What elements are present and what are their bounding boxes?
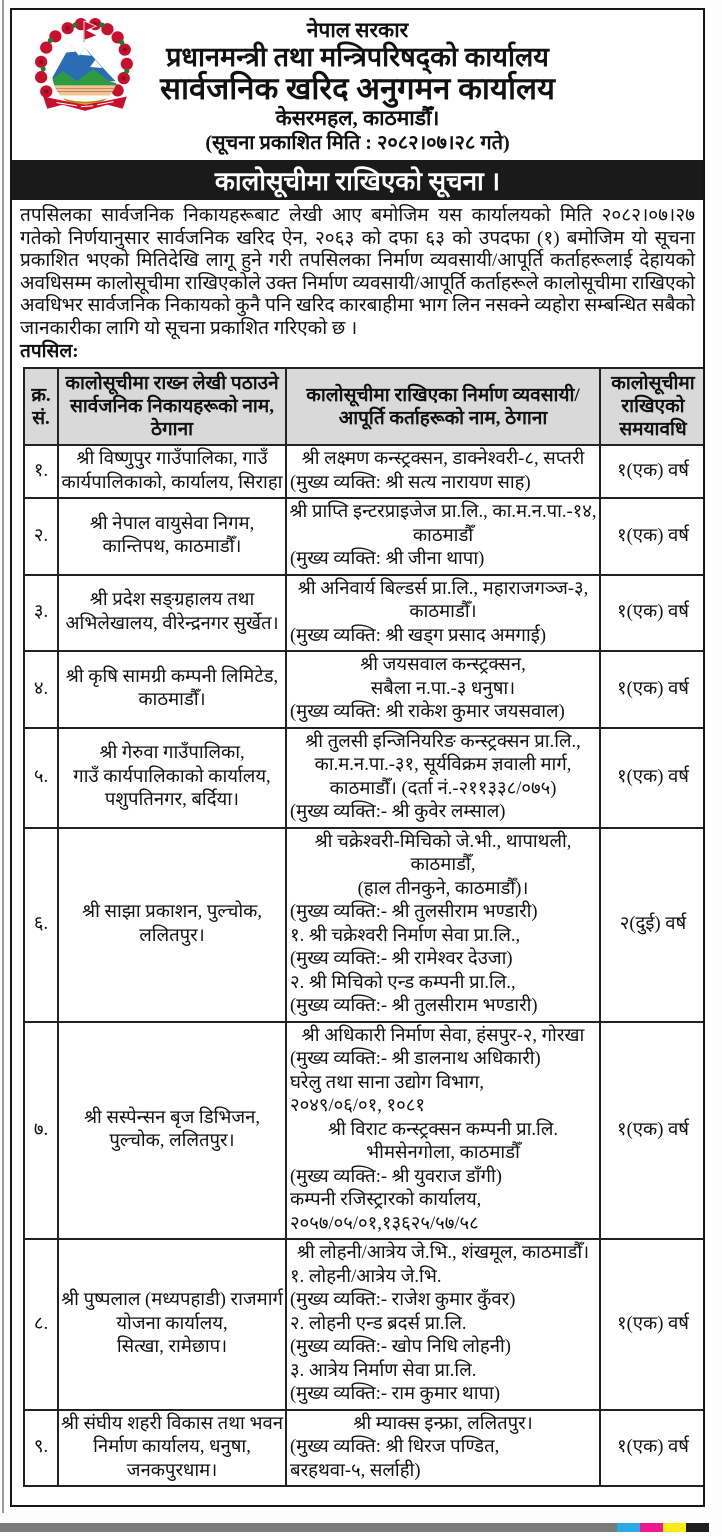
- duration-cell: १(एक) वर्ष: [600, 498, 705, 575]
- agency-cell: [58, 445, 286, 498]
- duration-cell: १(एक) वर्ष: [600, 651, 705, 728]
- cyan-swatch: [617, 1523, 640, 1532]
- contractor-line: श्री विराट कन्स्ट्रक्सन कम्पनी प्रा.लि.: [327, 1119, 558, 1140]
- duration-cell: १(एक) वर्ष: [600, 728, 705, 828]
- contractor-line: (मुख्य व्यक्ति:- राम कुमार थापा): [290, 1384, 501, 1404]
- agency-line: पुल्चोक, ललितपुर।: [109, 1131, 235, 1152]
- serial-number: ४.: [24, 651, 58, 728]
- duration-cell: २(दुई) वर्ष: [600, 828, 705, 1022]
- duration-cell: १(एक) वर्ष: [600, 575, 705, 652]
- agency-line: पशुपतिनगर, बर्दिया।: [104, 790, 240, 811]
- blacklist-table: [23, 367, 705, 1487]
- contractor-cell: [286, 651, 600, 728]
- cmyk-swatches: [617, 1523, 709, 1532]
- agency-cell: [58, 575, 286, 652]
- contractor-line: २. लोहनी एन्ड ब्रदर्स प्रा.लि.: [290, 1313, 467, 1334]
- column-header: क्र. सं.: [24, 368, 58, 445]
- agency-line: योजना कार्यालय,: [116, 1313, 228, 1334]
- contractor-cell: [286, 498, 600, 575]
- publish-date: (सूचना प्रकाशित मिति : २०८२।०७।२८ गते): [205, 132, 510, 154]
- contractor-cell: [286, 1022, 600, 1240]
- contractor-line: श्री अनिवार्य बिल्डर्स प्रा.लि., महाराजगञ्ज-३,: [297, 578, 589, 599]
- contractor-cell: [286, 1410, 600, 1487]
- contractor-line: (मुख्य व्यक्ति:- श्री तुलसीराम भण्डारी): [290, 902, 538, 922]
- table-head: [24, 368, 705, 445]
- agency-line: सित्खा, रामेछाप।: [116, 1337, 228, 1357]
- agency-line: श्री नेपाल वायुसेवा निगम,: [89, 513, 255, 534]
- contractor-line: २. श्री मिचिको एन्ड कम्पनी प्रा.लि.,: [290, 972, 516, 993]
- agency-line: अभिलेखालय, वीरेन्द्रनगर सुर्खेत।: [65, 613, 279, 634]
- duration-cell: १(एक) वर्ष: [600, 1022, 705, 1240]
- contractor-line: (मुख्य व्यक्ति: श्री जीना थापा): [290, 549, 485, 569]
- column-header: कालोसूचीमा राख्न लेखी पठाउने सार्वजनिक निकायहरूको नाम, ठेगाना: [58, 368, 286, 445]
- serial-number: ७.: [24, 1022, 58, 1240]
- agency-line: श्री साझा प्रकाशन, पुल्चोक,: [82, 902, 262, 922]
- office-address: केसरमहल, काठमाडौँ।: [275, 106, 440, 130]
- agency-line: श्री विष्णुपुर गाउँपालिका, गाउँ: [76, 449, 268, 469]
- agency-cell: [58, 1022, 286, 1240]
- government-line: नेपाल सरकार: [306, 18, 409, 42]
- serial-number: ३.: [24, 575, 58, 652]
- serial-number: ६.: [24, 828, 58, 1022]
- contractor-line: घरेलु तथा साना उद्योग विभाग,: [290, 1072, 484, 1093]
- notice-body: [12, 200, 703, 365]
- contractor-line: (मुख्य व्यक्ति:- श्री रामेश्वर देउजा): [290, 949, 513, 969]
- contractor-line: श्री लक्ष्मण कन्स्ट्रक्सन, डाक्नेश्वरी-८, सप्तरी: [301, 449, 585, 469]
- column-header: कालोसूचीमा राखिएका निर्माण व्यवसायी/ आपूर्ति कर्ताहरूको नाम, ठेगाना: [286, 368, 600, 445]
- contractor-line: श्री अधिकारी निर्माण सेवा, हंसपुर-२, गोरखा: [301, 1025, 585, 1046]
- contractor-line: (मुख्य व्यक्ति:- श्री युवराज डाँगी): [290, 1166, 502, 1187]
- table-row: [24, 1022, 705, 1240]
- contractor-line: का.म.न.पा.-३१, सूर्यविक्रम ज्ञवाली मार्ग,: [314, 755, 572, 775]
- contractor-line: (मुख्य व्यक्ति:- श्री कुवेर लम्साल): [290, 802, 506, 822]
- agency-line: कार्यपालिकाको, कार्यालय, सिराहा: [61, 472, 283, 493]
- serial-number: १.: [24, 445, 58, 498]
- magenta-swatch: [640, 1523, 663, 1532]
- nepal-emblem-icon: [34, 18, 136, 120]
- office-name: सार्वजनिक खरिद अनुगमन कार्यालय: [160, 71, 555, 106]
- details-label: तपसिल:: [20, 341, 79, 362]
- masthead: [12, 10, 703, 160]
- table-row: [24, 651, 705, 728]
- duration-cell: १(एक) वर्ष: [600, 445, 705, 498]
- contractor-line: १. श्री चक्रेश्वरी निर्माण सेवा प्रा.लि.,: [290, 925, 521, 946]
- scan-edge-rule: [2, 0, 4, 1513]
- contractor-cell: [286, 828, 600, 1022]
- agency-line: श्री संघीय शहरी विकास तथा भवन: [60, 1413, 284, 1434]
- agency-line: श्री प्रदेश सङ्ग्रहालय तथा: [89, 590, 255, 611]
- gray-bar: [0, 1523, 617, 1532]
- contractor-line: श्री म्याक्स इन्फ्रा, ललितपुर।: [353, 1413, 533, 1434]
- notice-paragraph: तपसिलका सार्वजनिक निकायहरूबाट लेखी आए बमोजिम यस कार्यालयको मिति २०८२।०७।२७ गतेको निर्णयानुसार सार्वजनिक खरिद ऐन, २०६३ को दफा ६३ को उपदफा (१) बमोजिम यो सूचना प्रकाशित भएको मितिदेखि लागू हुने गरी तपसिलका निर्माण व्यवसायी/आपूर्ति कर्ताहरूलाई देहायको अवधिसम्म कालोसूचीमा राखिएकोले उक्त निर्माण व्यवसायी/आपूर्ति कर्ताहरूले कालोसूचीमा राखिएको अवधिभर सार्वजनिक निकायको कुनै पनि खरिद कारबाहीमा भाग लिन नसक्ने व्यहोरा सम्बन्धित सबैको जानकारीका लागि यो सूचना प्रकाशित गरिएको छ ।: [20, 205, 695, 339]
- agency-cell: [58, 1239, 286, 1410]
- contractor-line: (मुख्य व्यक्ति:- श्री डालनाथ अधिकारी): [290, 1049, 541, 1069]
- contractor-line: (मुख्य व्यक्ति:- खोप निधि लोहनी): [290, 1337, 511, 1357]
- contractor-line: २०४९/०६/०१, १०८१: [290, 1096, 425, 1116]
- table-row: [24, 828, 705, 1022]
- table-row: [24, 1410, 705, 1487]
- contractor-line: (मुख्य व्यक्ति: श्री खड्ग प्रसाद अमगाई): [290, 625, 546, 646]
- column-header: कालोसूचीमा राखिएको समयावधि: [600, 368, 705, 445]
- contractor-line: भीमसेनगोला, काठमाडौँ: [366, 1143, 520, 1163]
- agency-line: श्री गेरुवा गाउँपालिका,: [99, 743, 245, 764]
- contractor-line: सबैला न.पा.-३ धनुषा।: [370, 678, 516, 699]
- contractor-line: श्री तुलसी इन्जिनियरिङ कन्स्ट्रक्सन प्रा.लि.,: [305, 731, 581, 752]
- agency-line: कान्तिपथ, काठमाडौँ।: [102, 537, 242, 558]
- table-row: [24, 445, 705, 498]
- agency-line: ललितपुर।: [139, 925, 205, 946]
- pm-office-line: प्रधानमन्त्री तथा मन्त्रिपरिषद्को कार्यालय: [166, 42, 549, 72]
- contractor-cell: [286, 1239, 600, 1410]
- agency-line: गाउँ कार्यपालिकाको कार्यालय,: [73, 766, 271, 787]
- contractor-line: (मुख्य व्यक्ति: श्री सत्य नारायण साह): [290, 472, 531, 493]
- contractor-line: १. लोहनी/आत्रेय जे.भि.: [290, 1266, 442, 1287]
- contractor-line: (मुख्य व्यक्ति: श्री राकेश कुमार जयसवाल): [290, 702, 565, 722]
- contractor-line: ३. आत्रेय निर्माण सेवा प्रा.लि.: [290, 1360, 477, 1381]
- table-header-row: [24, 368, 705, 445]
- agency-cell: [58, 498, 286, 575]
- print-registration-bar: [0, 1523, 709, 1532]
- serial-number: ९.: [24, 1410, 58, 1487]
- contractor-cell: [286, 445, 600, 498]
- contractor-line: काठमाडौँ: [412, 525, 474, 546]
- serial-number: २.: [24, 498, 58, 575]
- contractor-line: श्री जयसवाल कन्स्ट्रक्सन,: [360, 655, 526, 675]
- contractor-line: श्री लोहनी/आत्रेय जे.भि., शंखमूल, काठमाडौँ।: [296, 1243, 590, 1263]
- contractor-line: काठमाडौँ।: [409, 602, 477, 622]
- black-swatch: [686, 1523, 709, 1532]
- notice-title-banner: [12, 160, 703, 200]
- contractor-cell: [286, 728, 600, 828]
- contractor-line: श्री चक्रेश्वरी-मिचिको जे.भी., थापाथली, काठमाडौँ,: [314, 831, 572, 875]
- agency-line: काठमाडौँ।: [138, 690, 206, 711]
- agency-line: निर्माण कार्यालय, धनुषा,: [93, 1437, 251, 1457]
- agency-line: श्री कृषि सामग्री कम्पनी लिमिटेड,: [65, 666, 279, 687]
- duration-cell: १(एक) वर्ष: [600, 1239, 705, 1410]
- contractor-line: (मुख्य व्यक्ति: श्री धिरज पण्डित,: [290, 1437, 500, 1457]
- contractor-line: (हाल तीनकुने, काठमाडौँ)।: [357, 878, 529, 899]
- contractor-line: बरहथवा-५, सर्लाही): [290, 1460, 421, 1481]
- table-row: [24, 498, 705, 575]
- contractor-line: कम्पनी रजिस्ट्रारको कार्यालय,: [290, 1190, 482, 1210]
- table-row: [24, 1239, 705, 1410]
- serial-number: ५.: [24, 728, 58, 828]
- notice-title: कालोसूचीमा राखिएको सूचना ।: [214, 167, 501, 196]
- agency-cell: [58, 651, 286, 728]
- agency-line: श्री पुष्पलाल (मध्यपहाडी) राजमार्ग: [61, 1290, 283, 1310]
- contractor-line: (मुख्य व्यक्ति:- राजेश कुमार कुँवर): [290, 1290, 516, 1310]
- serial-number: ८.: [24, 1239, 58, 1410]
- table-row: [24, 728, 705, 828]
- contractor-line: (मुख्य व्यक्ति:- श्री तुलसीराम भण्डारी): [290, 996, 538, 1016]
- yellow-swatch: [663, 1523, 686, 1532]
- agency-line: जनकपुरधाम।: [126, 1460, 218, 1481]
- contractor-line: श्री प्राप्ति इन्टरप्राइजेज प्रा.लि., का.म.न.पा.-१४,: [289, 502, 597, 522]
- contractor-line: २०५७/०५/०१,१३६२५/५७/५८: [290, 1213, 479, 1234]
- agency-cell: [58, 728, 286, 828]
- contractor-line: काठमाडौँ। (दर्ता नं.-२११३३८/०७५): [329, 778, 557, 799]
- agency-cell: [58, 828, 286, 1022]
- table-row: [24, 575, 705, 652]
- duration-cell: १(एक) वर्ष: [600, 1410, 705, 1487]
- blacklist-table-body: [24, 445, 705, 1486]
- contractor-cell: [286, 575, 600, 652]
- agency-cell: [58, 1410, 286, 1487]
- agency-line: श्री सस्पेन्सन बृज डिभिजन,: [83, 1107, 261, 1128]
- notice-sheet: [10, 8, 705, 1507]
